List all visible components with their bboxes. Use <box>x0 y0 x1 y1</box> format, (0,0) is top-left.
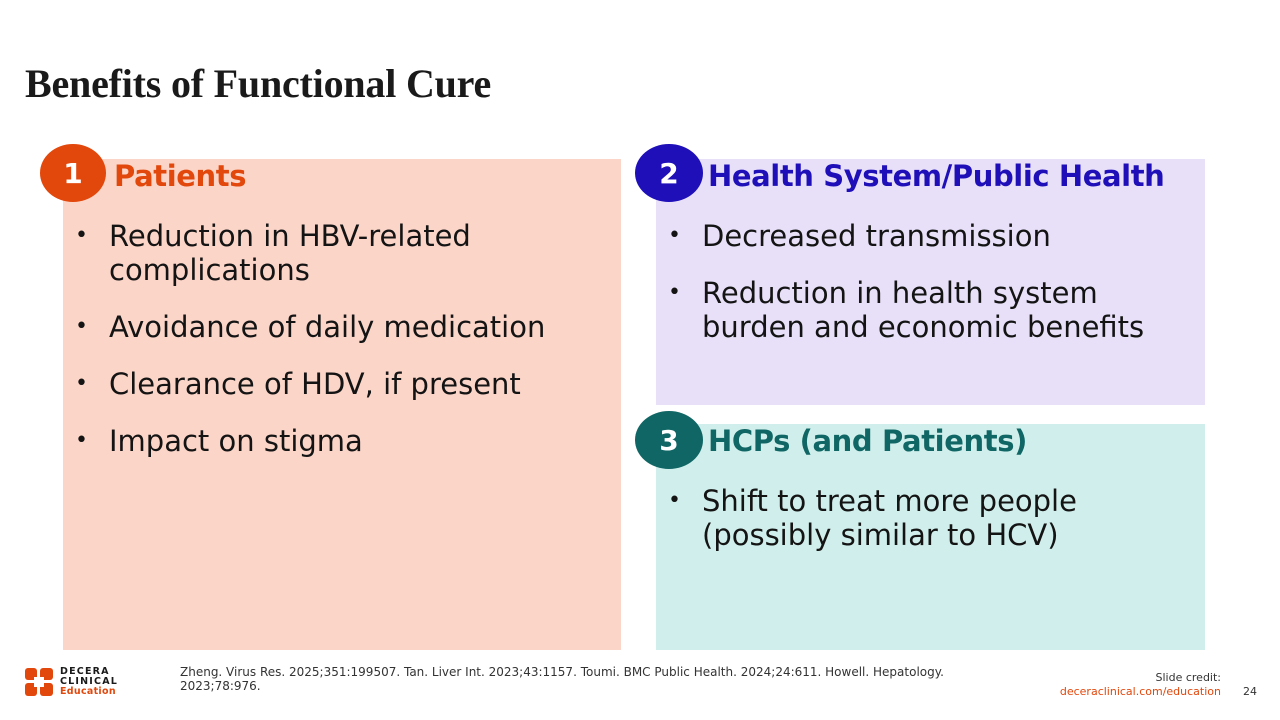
bullet-icon: • <box>75 428 88 453</box>
slide-title: Benefits of Functional Cure <box>25 61 492 106</box>
bullet-icon: • <box>75 223 88 248</box>
bullet-item <box>656 219 1201 253</box>
bullet-icon: • <box>75 314 88 339</box>
references: Zheng. Virus Res. 2025;351:199507. Tan. Liver Int. 2023;43:1157. Toumi. BMC Public Health. 2024;24:611. Howell. Hepatology. 2023;78:976. <box>180 665 944 693</box>
slide-credit-label: Slide credit: <box>1155 671 1221 684</box>
decera-logo <box>25 667 155 697</box>
logo-line-1: DECERA <box>60 666 110 677</box>
bullet-text: Shift to treat more people (possibly similar to HCV) <box>702 484 1077 552</box>
health-system-bullet-list <box>656 219 1201 367</box>
hcps-heading: HCPs (and Patients) <box>708 424 1027 458</box>
decera-logo-icon <box>25 668 53 696</box>
page-number: 24 <box>1243 685 1257 698</box>
logo-line-3: Education <box>60 686 116 697</box>
bullet-text: Decreased transmission <box>702 219 1051 253</box>
bullet-text: Reduction in health system burden and economic benefits <box>702 276 1145 344</box>
slide-credit <box>1060 671 1221 699</box>
bullet-item <box>63 310 615 344</box>
bullet-item <box>63 424 615 458</box>
bullet-item <box>656 276 1201 344</box>
health-system-heading: Health System/Public Health <box>708 159 1165 193</box>
bullet-text: Clearance of HDV, if present <box>109 367 521 401</box>
number-badge-2: 2 <box>635 144 703 202</box>
slide-credit-link[interactable]: deceraclinical.com/education <box>1059 685 1221 698</box>
number-badge-1: 1 <box>40 144 106 202</box>
bullet-icon: • <box>75 371 88 396</box>
patients-bullet-list <box>63 219 615 481</box>
bullet-item <box>656 484 1201 552</box>
bullet-icon: • <box>668 223 681 248</box>
bullet-item <box>63 219 615 287</box>
bullet-text: Impact on stigma <box>109 424 363 458</box>
logo-text <box>60 667 118 697</box>
bullet-icon: • <box>668 280 681 305</box>
hcps-bullet-list <box>656 484 1201 575</box>
bullet-text: Avoidance of daily medication <box>109 310 546 344</box>
patients-heading: Patients <box>114 159 247 193</box>
bullet-text: Reduction in HBV-related complications <box>109 219 471 287</box>
bullet-icon: • <box>668 488 681 513</box>
number-badge-3: 3 <box>635 411 703 469</box>
bullet-item <box>63 367 615 401</box>
logo-line-2: CLINICAL <box>60 676 119 687</box>
